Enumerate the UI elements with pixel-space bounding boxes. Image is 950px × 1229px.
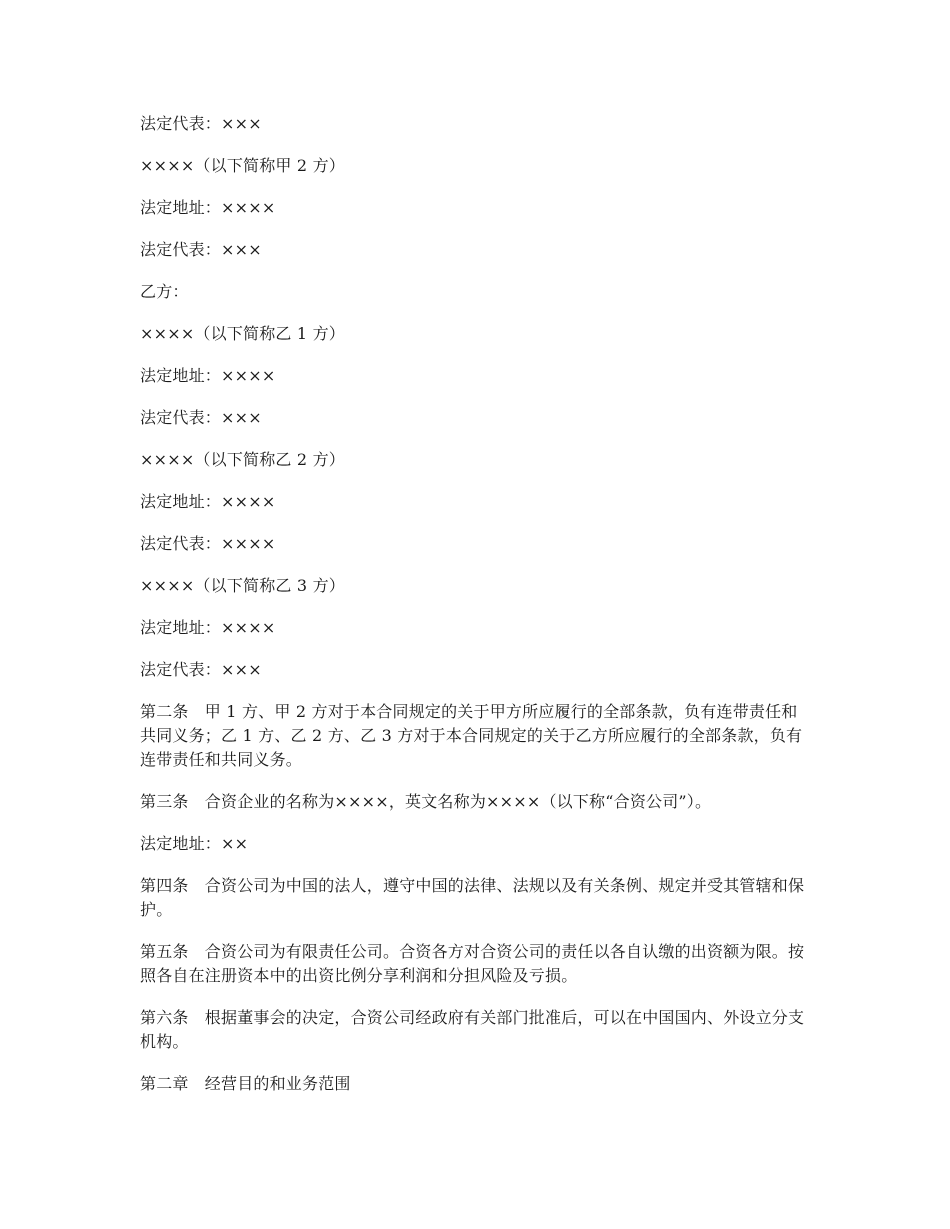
paragraph-legal-rep-b3: 法定代表：××× (140, 660, 262, 679)
paragraph-article-3: 第三条 合资企业的名称为××××，英文名称为××××（以下称“合资公司”）。 (140, 792, 712, 811)
paragraph-legal-rep-b2: 法定代表：×××× (140, 534, 276, 553)
paragraph-address-b3: 法定地址：×××× (140, 618, 276, 637)
paragraph-party-b-heading: 乙方： (140, 282, 189, 301)
paragraph-address-b2: 法定地址：×××× (140, 492, 276, 511)
document-body (140, 112, 812, 1114)
paragraph-legal-rep-b1: 法定代表：××× (140, 408, 262, 427)
paragraph-party-b3: ××××（以下简称乙 3 方） (140, 576, 345, 595)
paragraph-party-b1: ××××（以下简称乙 1 方） (140, 324, 345, 343)
paragraph-address-a2: 法定地址：×××× (140, 198, 276, 217)
paragraph-address-b1: 法定地址：×××× (140, 366, 276, 385)
paragraph-legal-rep-a1: 法定代表：××× (140, 114, 262, 133)
paragraph-article-6: 第六条 根据董事会的决定，合资公司经政府有关部门批准后，可以在中国国内、外设立分支机构。 (140, 1008, 805, 1051)
paragraph-jv-address: 法定地址：×× (140, 834, 249, 853)
chapter-2-heading: 第二章 经营目的和业务范围 (140, 1074, 351, 1093)
paragraph-article-2: 第二条 甲 1 方、甲 2 方对于本合同规定的关于甲方所应履行的全部条款，负有连带责任和共同义务；乙 1 方、乙 2 方、乙 3 方对于本合同规定的关于乙方所应履行的全部条款，负有连带责任和共同义务。 (140, 702, 803, 769)
paragraph-party-b2: ××××（以下简称乙 2 方） (140, 450, 345, 469)
paragraph-article-5: 第五条 合资公司为有限责任公司。合资各方对合资公司的责任以各自认缴的出资额为限。按照各自在注册资本中的出资比例分享利润和分担风险及亏损。 (140, 942, 805, 985)
paragraph-party-a2: ××××（以下简称甲 2 方） (140, 156, 345, 175)
paragraph-article-4: 第四条 合资公司为中国的法人，遵守中国的法律、法规以及有关条例、规定并受其管辖和保护。 (140, 876, 805, 919)
paragraph-legal-rep-a2: 法定代表：××× (140, 240, 262, 259)
